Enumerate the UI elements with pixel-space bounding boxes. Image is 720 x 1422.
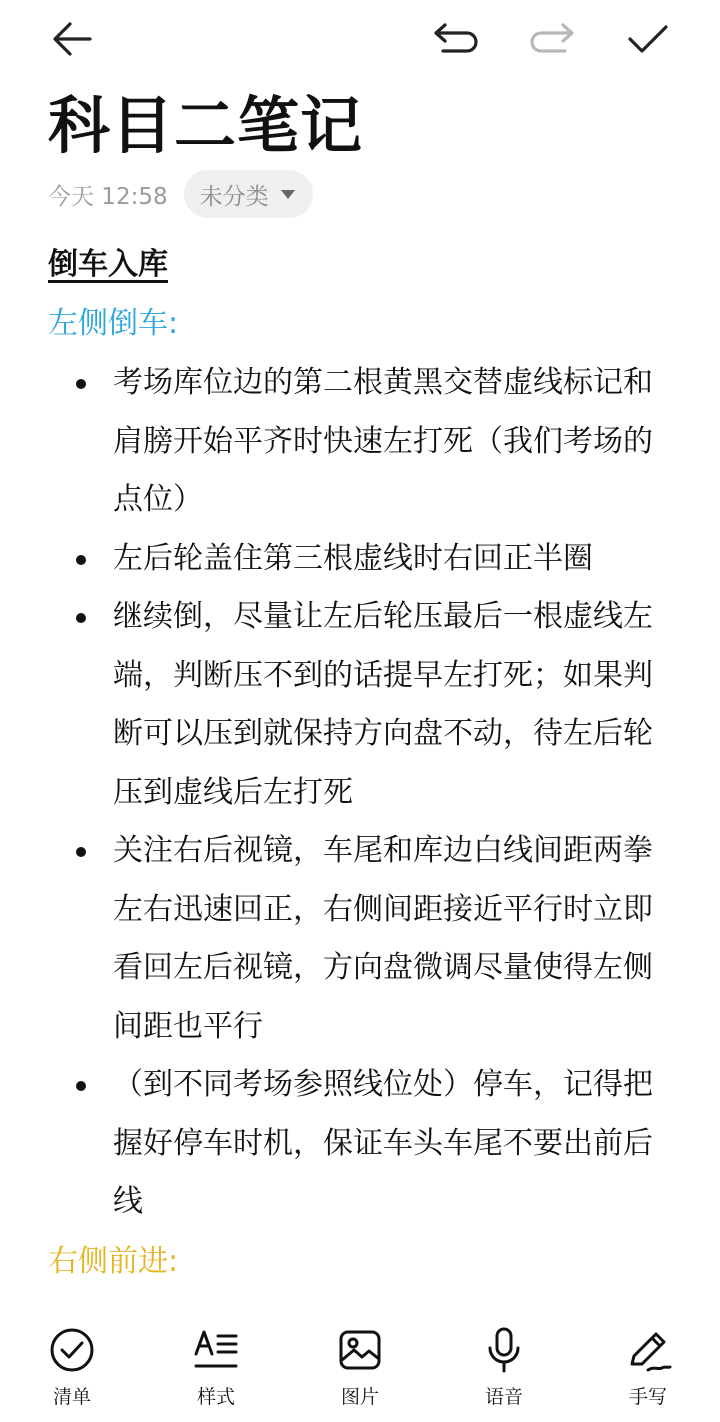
arrow-left-icon <box>50 17 94 61</box>
undo-button[interactable] <box>426 9 486 69</box>
handwrite-label: 手写 <box>628 1386 667 1408</box>
note-title[interactable]: 科目二笔记 <box>48 89 364 162</box>
subheading-right-forward: 右侧前进: <box>48 1244 179 1279</box>
pen-icon <box>624 1326 672 1374</box>
note-body[interactable] <box>0 236 720 1310</box>
bottom-toolbar <box>0 1310 720 1422</box>
list-item <box>0 1056 720 1232</box>
style-button[interactable] <box>166 1326 266 1418</box>
done-button[interactable] <box>618 9 678 69</box>
list-item <box>0 354 720 530</box>
list-item-text: 考场库位边的第二根黄黑交替虚线标记和肩膀开始平齐时快速左打死（我们考场的点位） <box>113 365 653 517</box>
bullet-dot <box>76 1081 86 1091</box>
bullet-list <box>0 354 720 1232</box>
subheading-left-reverse: 左侧倒车: <box>48 306 179 341</box>
caret-down-icon <box>281 190 295 199</box>
section-heading: 倒车入库 <box>48 247 168 282</box>
bullet-dot <box>76 379 86 389</box>
list-item-text: （到不同考场参照线位处）停车，记得把握好停车时机，保证车头车尾不要出前后线 <box>113 1067 653 1219</box>
bullet-dot <box>76 847 86 857</box>
checkmark-icon <box>626 22 670 56</box>
checklist-button[interactable] <box>22 1326 122 1418</box>
note-meta <box>48 170 313 218</box>
voice-button[interactable] <box>454 1326 554 1418</box>
bullet-dot <box>76 613 86 623</box>
checklist-label: 清单 <box>52 1386 91 1408</box>
list-item <box>0 530 720 589</box>
list-item-text: 左后轮盖住第三根虚线时右回正半圈 <box>113 540 593 576</box>
list-item-text: 继续倒，尽量让左后轮压最后一根虚线左端，判断压不到的话提早左打死；如果判断可以压到就保持方向盘不动，待左后轮压到虚线后左打死 <box>113 599 653 810</box>
list-item-text: 关注右后视镜，车尾和库边白线间距两拳左右迅速回正，右侧间距接近平行时立即看回左后视镜，方向盘微调尽量使得左侧间距也平行 <box>113 833 653 1044</box>
handwrite-button[interactable] <box>598 1326 698 1418</box>
checklist-icon <box>48 1326 96 1374</box>
category-dropdown[interactable] <box>184 170 313 218</box>
back-button[interactable] <box>42 9 102 69</box>
image-label: 图片 <box>340 1386 379 1408</box>
bullet-dot <box>76 555 86 565</box>
list-item <box>0 588 720 822</box>
image-icon <box>336 1326 384 1374</box>
redo-icon <box>529 22 575 56</box>
style-label: 样式 <box>196 1386 235 1408</box>
microphone-icon <box>480 1326 528 1374</box>
undo-icon <box>433 22 479 56</box>
redo-button[interactable] <box>522 9 582 69</box>
text-style-icon <box>192 1326 240 1374</box>
list-item <box>0 822 720 1056</box>
note-timestamp: 今天 12:58 <box>48 183 168 210</box>
voice-label: 语音 <box>484 1386 523 1408</box>
image-button[interactable] <box>310 1326 410 1418</box>
top-bar <box>0 0 720 80</box>
category-label: 未分类 <box>199 183 269 210</box>
